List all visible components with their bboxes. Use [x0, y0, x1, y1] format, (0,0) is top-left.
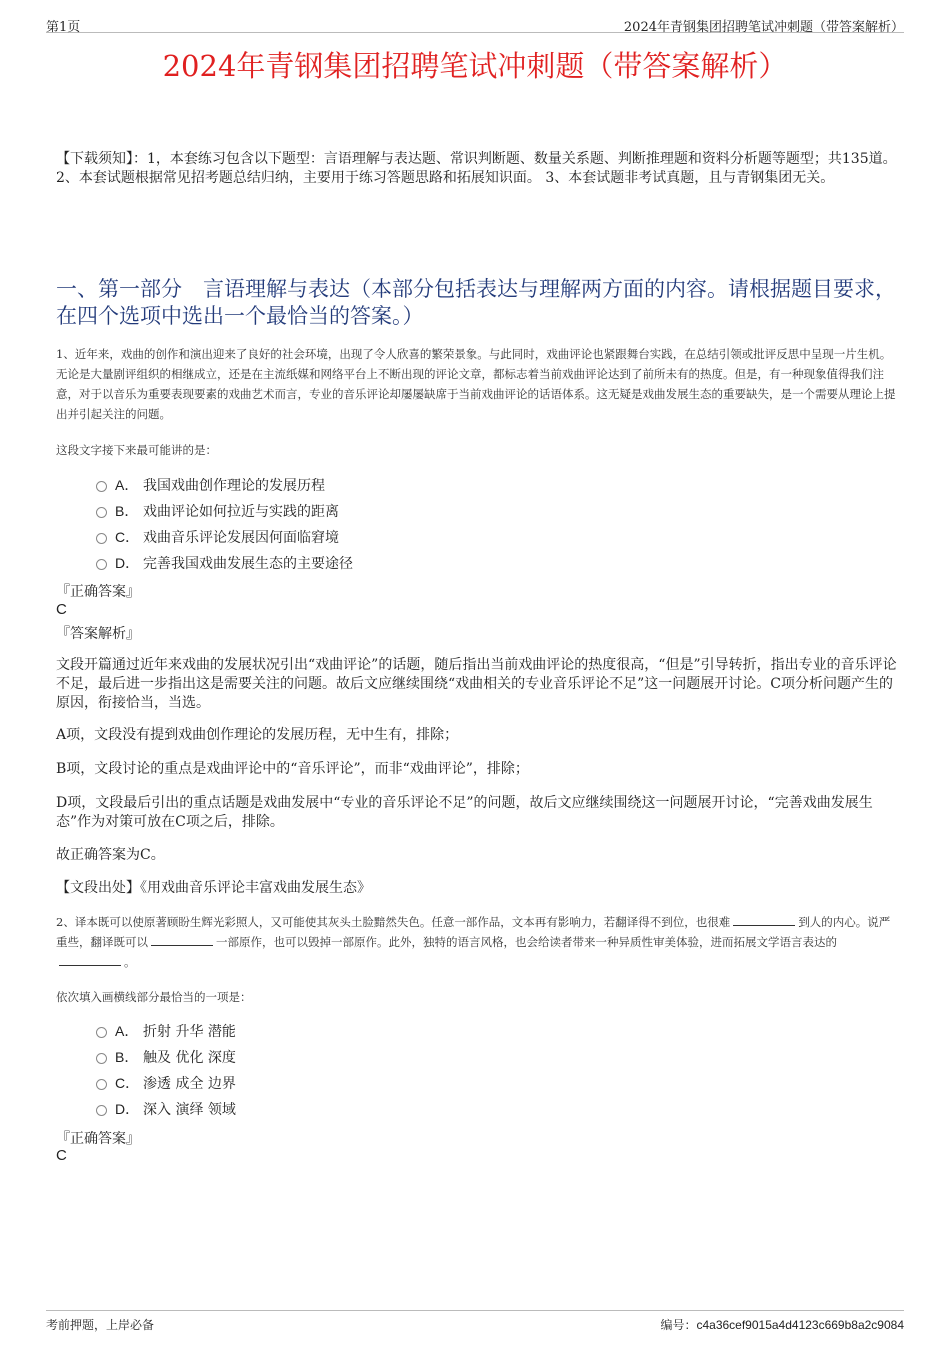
page-number: 第1页: [46, 20, 81, 35]
option-text: 戏曲音乐评论发展因何面临窘境: [143, 530, 339, 546]
option-text: 我国戏曲创作理论的发展历程: [143, 478, 325, 494]
option-letter: C．: [115, 529, 140, 545]
q1-source: 【文段出处】《用戏曲音乐评论丰富戏曲发展生态》: [56, 880, 371, 896]
q1-option-b[interactable]: [96, 501, 339, 521]
fill-blank: [151, 933, 213, 946]
radio-icon[interactable]: [96, 1105, 107, 1116]
q1-analysis-label: 『答案解析』: [56, 626, 140, 642]
option-letter: A．: [115, 1023, 139, 1039]
page-header: [46, 14, 904, 33]
option-text: 渗透 成全 边界: [143, 1076, 236, 1092]
radio-icon[interactable]: [96, 1027, 107, 1038]
option-letter: A．: [115, 477, 139, 493]
q2-answer: C: [56, 1147, 67, 1164]
q1-option-d[interactable]: [96, 553, 353, 573]
option-letter: B．: [115, 503, 139, 519]
q1-analysis-para: 文段开篇通过近年来戏曲的发展状况引出“戏曲评论”的话题，随后指出当前戏曲评论的热度很高，“但是”引导转折，指出专业的音乐评论不足，最后进一步指出这是需要关注的问题。故后文应继续围绕“戏曲相关的专业音乐评论不足”这一问题展开讨论。C项分析问题产生的原因，衔接恰当，当选。: [56, 657, 897, 711]
footer-code-label: 编号：: [660, 1318, 697, 1332]
option-text: 戏曲评论如何拉近与实践的距离: [143, 504, 339, 520]
q2-option-b[interactable]: [96, 1047, 236, 1067]
radio-icon[interactable]: [96, 533, 107, 544]
footer-code: [660, 1316, 904, 1333]
question-2-prompt: 依次填入画横线部分最恰当的一项是：: [56, 990, 252, 1004]
question-1-prompt: 这段文字接下来最可能讲的是：: [56, 443, 217, 457]
q2-option-a[interactable]: [96, 1021, 236, 1041]
question-1-text: 1、近年来，戏曲的创作和演出迎来了良好的社会环境，出现了令人欣喜的繁荣景象。与此同时，戏曲评论也紧跟舞台实践，在总结引领或批评反思中呈现一片生机。无论是大量剧评组织的相继成立，还是在主流纸媒和网络平台上不断出现的评论文章，都标志着当前戏曲评论达到了前所未有的热度。但是，有一种现象值得我们注意，对于以音乐为重要表现要素的戏曲艺术而言，专业的音乐评论却屡屡缺席于当前戏曲评论的话语体系。这无疑是戏曲发展生态的重要缺失，是一个需要从理论上提出并引起关注的问题。: [56, 347, 896, 421]
download-notice: 【下载须知】：1，本套练习包含以下题型：言语理解与表达题、常识判断题、数量关系题、判断推理题和资料分析题等题型；共135道。 2、本套试题根据常见招考题总结归纳，主要用于练习答题思路和拓展知识面。 3、本套试题非考试真题，且与青钢集团无关。: [56, 151, 897, 186]
q1-analysis-para: B项，文段讨论的重点是戏曲评论中的“音乐评论”，而非“戏曲评论”，排除；: [56, 761, 529, 777]
radio-icon[interactable]: [96, 1079, 107, 1090]
section-heading: 一、第一部分 言语理解与表达（本部分包括表达与理解两方面的内容。请根据题目要求，在四个选项中选出一个最恰当的答案。）: [56, 277, 896, 328]
radio-icon[interactable]: [96, 559, 107, 570]
option-text: 深入 演绎 领域: [143, 1102, 236, 1118]
q1-option-c[interactable]: [96, 527, 339, 547]
fill-blank: [59, 953, 121, 966]
q2-text-part: 一部原作，也可以毁掉一部原作。此外，独特的语言风格，也会给读者带来一种异质性审美体验，进而拓展文学语言表达的: [216, 935, 837, 949]
q1-option-a[interactable]: [96, 475, 325, 495]
q1-analysis-para: D项，文段最后引出的重点话题是戏曲发展中“专业的音乐评论不足”的问题，故后文应继续围绕这一问题展开讨论，“完善戏曲发展生态”作为对策可放在C项之后，排除。: [56, 795, 873, 830]
header-doc-title: 2024年青钢集团招聘笔试冲刺题（带答案解析）: [623, 20, 904, 35]
radio-icon[interactable]: [96, 507, 107, 518]
radio-icon[interactable]: [96, 481, 107, 492]
q2-option-d[interactable]: [96, 1099, 236, 1119]
radio-icon[interactable]: [96, 1053, 107, 1064]
page-footer: [46, 1310, 904, 1333]
option-letter: C．: [115, 1075, 140, 1091]
option-letter: B．: [115, 1049, 139, 1065]
footer-slogan: 考前押题，上岸必备: [46, 1318, 155, 1332]
option-text: 触及 优化 深度: [143, 1050, 236, 1066]
q1-analysis-para: A项，文段没有提到戏曲创作理论的发展历程，无中生有，排除；: [56, 727, 459, 743]
q2-answer-label: 『正确答案』: [56, 1131, 140, 1147]
q1-analysis-para: 故正确答案为C。: [56, 847, 165, 863]
q2-text-part: 2、译本既可以使原著顾盼生辉光彩照人，又可能使其灰头土脸黯然失色。任意一部作品，文本再有影响力，若翻译得不到位，也很难: [56, 915, 731, 929]
footer-code-value: c4a36cef9015a4d4123c669b8a2c9084: [696, 1318, 904, 1332]
q2-text-part: 。: [124, 955, 136, 969]
q2-option-c[interactable]: [96, 1073, 236, 1093]
q1-answer-label: 『正确答案』: [56, 584, 140, 600]
q1-answer: C: [56, 601, 67, 618]
option-text: 完善我国戏曲发展生态的主要途径: [143, 556, 353, 572]
option-letter: D．: [115, 1101, 140, 1117]
document-title: 2024年青钢集团招聘笔试冲刺题（带答案解析）: [162, 49, 788, 83]
fill-blank: [733, 913, 795, 926]
q2-text-part: 到人的内心。说严重些，翻译既可以: [56, 915, 891, 949]
question-2-text: [56, 912, 898, 972]
option-text: 折射 升华 潜能: [143, 1024, 236, 1040]
option-letter: D．: [115, 555, 140, 571]
